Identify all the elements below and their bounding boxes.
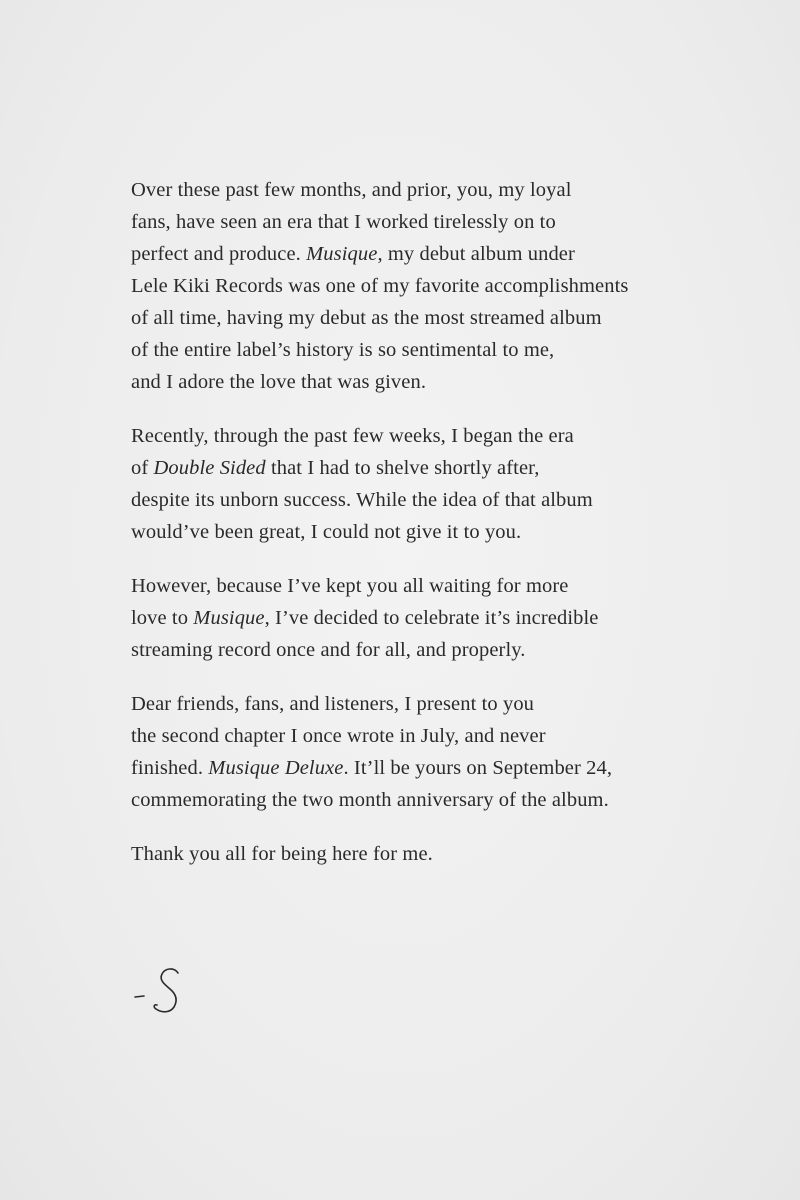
text-line: of the entire label’s history is so sentimental to me,	[131, 339, 555, 361]
text-line: despite its unborn success. While the idea of that album	[131, 489, 593, 511]
text-line: fans, have seen an era that I worked tirelessly on to	[131, 211, 556, 233]
paragraph-2	[131, 420, 691, 548]
text-line: commemorating the two month anniversary of the album.	[131, 789, 609, 811]
paragraph-5	[131, 838, 691, 870]
text-line: Dear friends, fans, and listeners, I present to you	[131, 693, 535, 715]
text-segment: that I had to shelve shortly after,	[265, 457, 540, 479]
text-line	[131, 752, 691, 784]
letter-body	[131, 174, 691, 892]
album-title-musique: Musique	[193, 607, 265, 629]
text-line: the second chapter I once wrote in July, and never	[131, 725, 546, 747]
text-line	[131, 452, 691, 484]
text-segment: , my debut album under	[377, 243, 575, 265]
text-segment: . It’ll be yours on September 24,	[343, 757, 613, 779]
text-line: streaming record once and for all, and properly.	[131, 639, 526, 661]
album-title-musique-deluxe: Musique Deluxe	[208, 757, 344, 779]
text-line: Over these past few months, and prior, you, my loyal	[131, 179, 572, 201]
text-line	[131, 238, 691, 270]
album-title-double-sided: Double Sided	[153, 457, 266, 479]
text-line: Recently, through the past few weeks, I began the era	[131, 425, 574, 447]
text-line: Lele Kiki Records was one of my favorite accomplishments	[131, 275, 629, 297]
album-title-musique: Musique	[306, 243, 378, 265]
paragraph-3	[131, 570, 691, 666]
text-segment: of	[131, 457, 154, 479]
paragraph-1	[131, 174, 691, 398]
paragraph-4	[131, 688, 691, 816]
text-segment: , I’ve decided to celebrate it’s incredible	[264, 607, 599, 629]
text-line: of all time, having my debut as the most streamed album	[131, 307, 602, 329]
text-line	[131, 602, 691, 634]
text-line: would’ve been great, I could not give it to you.	[131, 521, 522, 543]
text-segment: love to	[131, 607, 194, 629]
text-line: However, because I’ve kept you all waiting for more	[131, 575, 569, 597]
text-line: and I adore the love that was given.	[131, 371, 427, 393]
text-segment: finished.	[131, 757, 209, 779]
text-segment: perfect and produce.	[131, 243, 307, 265]
text-line: Thank you all for being here for me.	[131, 843, 433, 865]
signature-icon	[131, 964, 201, 1018]
